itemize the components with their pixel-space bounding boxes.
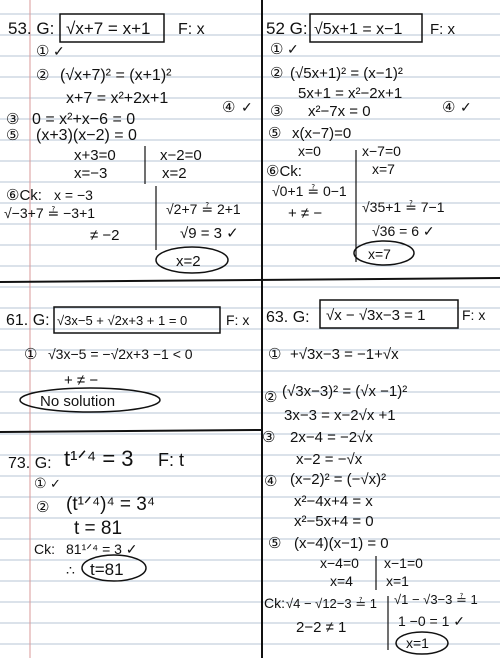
- p73-answer: t=81: [90, 560, 124, 579]
- p61-step1: √3x−5 = −√2x+3 −1 < 0: [48, 346, 193, 362]
- p63-given-equation: √x − √3x−3 = 1: [326, 307, 426, 324]
- p53-root-b-eq: x−2=0: [160, 147, 202, 164]
- p63-check-label: Ck:: [264, 595, 285, 611]
- p73-step1-check: ✓: [50, 476, 61, 491]
- p63-step2-result: 3x−3 = x−2√x +1: [284, 407, 396, 424]
- p52-check-b-result: √36 = 6 ✓: [372, 223, 435, 239]
- p63-root-a-eq: x−4=0: [320, 555, 359, 571]
- p53-step2-number: ②: [36, 67, 50, 84]
- p63-step2: (√3x−3)² = (√x −1)²: [282, 383, 408, 400]
- p53-given-equation: √x+7 = x+1: [66, 19, 151, 38]
- p52-root-a: x=0: [298, 143, 321, 159]
- p73-step2: (t¹ᐟ⁴)⁴ = 3⁴: [66, 494, 156, 515]
- p52-check-a-result: + ≠ −: [288, 205, 323, 222]
- p63-find: F: x: [462, 307, 486, 323]
- p73-therefore: ∴: [66, 562, 75, 578]
- p61-answer: No solution: [40, 393, 116, 410]
- p52-step4-number: ④: [442, 99, 456, 116]
- p53-check-b: √2+7 ≟ 2+1: [166, 201, 241, 217]
- p52-step4-check: ✓: [460, 99, 472, 115]
- p73-step2-result: t = 81: [74, 518, 123, 539]
- p53-step2: (√x+7)² = (x+1)²: [60, 67, 172, 84]
- p53-step1-number: ①: [36, 43, 50, 60]
- p53-find: F: x: [178, 21, 205, 38]
- p63-check-b: √1 − √3−3 ≟ 1: [394, 592, 478, 607]
- p73-header: 73. G:: [8, 455, 52, 472]
- problem-73: [8, 446, 184, 581]
- problem-53: [4, 14, 253, 273]
- p53-root-a-eq: x+3=0: [74, 147, 116, 164]
- problem-63: [262, 300, 485, 654]
- p52-step2-number: ②: [270, 65, 284, 82]
- p73-check-label: Ck:: [34, 541, 55, 557]
- p52-step5: x(x−7)=0: [292, 125, 352, 142]
- p53-step1-check: ✓: [53, 43, 65, 59]
- p53-step3-number: ③: [6, 111, 20, 128]
- p52-root-b: x=7: [372, 161, 395, 177]
- p53-header: 53. G:: [8, 19, 55, 38]
- p53-step4-check: ✓: [241, 99, 253, 115]
- p73-step1-number: ①: [34, 475, 47, 491]
- p73-check: 81¹ᐟ⁴ = 3 ✓: [66, 541, 138, 557]
- p63-step1: +√3x−3 = −1+√x: [290, 346, 399, 363]
- p73-given-equation: t¹ᐟ⁴ = 3: [64, 446, 134, 471]
- p63-root-b: x=1: [386, 573, 409, 589]
- p53-rejected-root: x = −3: [54, 187, 93, 203]
- p52-check-a: √0+1 ≟ 0−1: [272, 183, 347, 199]
- p61-sign-comparison: + ≠ −: [64, 372, 99, 389]
- p63-header: 63. G:: [266, 309, 310, 326]
- p63-step3-number: ③: [262, 429, 276, 446]
- p63-step4-result-b: x²−5x+4 = 0: [294, 513, 374, 530]
- problem-52: [266, 14, 472, 265]
- p63-root-a: x=4: [330, 573, 353, 589]
- p53-step4-number: ④: [222, 99, 236, 116]
- p63-check-a-result: 2−2 ≠ 1: [296, 619, 347, 636]
- p53-root-a: x=−3: [74, 165, 108, 182]
- p52-root-b-eq: x−7=0: [362, 143, 401, 159]
- p63-step5-number: ⑤: [268, 535, 282, 552]
- p52-step2-result: 5x+1 = x²−2x+1: [298, 85, 403, 102]
- p52-given-equation: √5x+1 = x−1: [314, 21, 403, 38]
- p63-root-b-eq: x−1=0: [384, 555, 423, 571]
- p52-header: 52 G:: [266, 19, 308, 38]
- p63-step3-result: x−2 = −√x: [296, 451, 363, 468]
- p53-step3: 0 = x²+x−6 = 0: [32, 111, 136, 128]
- p52-step1-number: ①: [270, 41, 284, 58]
- p52-step5-number: ⑤: [268, 125, 282, 142]
- p63-check-a: √4 − √12−3 ≟ 1: [286, 596, 377, 611]
- p53-step5-number: ⑤: [6, 127, 20, 144]
- p52-step1-check: ✓: [287, 41, 299, 57]
- p63-step3: 2x−4 = −2√x: [290, 429, 373, 446]
- p52-check-label: ⑥Ck:: [266, 163, 302, 180]
- p53-check-a-result: ≠ −2: [90, 227, 120, 244]
- p52-check-b: √35+1 ≟ 7−1: [362, 199, 445, 215]
- p52-step3-number: ③: [270, 103, 284, 120]
- p61-find: F: x: [226, 312, 250, 328]
- p73-find: F: t: [158, 450, 184, 470]
- p52-answer: x=7: [368, 246, 391, 262]
- p61-header: 61. G:: [6, 312, 50, 329]
- p53-check-label: ⑥Ck:: [6, 187, 42, 204]
- p63-step2-number: ②: [264, 389, 278, 406]
- p53-step2-result: x+7 = x²+2x+1: [66, 90, 169, 107]
- p53-check-a: √−3+7 ≟ −3+1: [4, 205, 96, 221]
- p63-step4-number: ④: [264, 473, 278, 490]
- p52-step3: x²−7x = 0: [308, 103, 371, 120]
- p61-given-equation: √3x−5 + √2x+3 + 1 = 0: [57, 313, 188, 328]
- problem-61: [6, 307, 249, 412]
- p63-check-b-result: 1 −0 = 1 ✓: [398, 613, 465, 629]
- p53-step5: (x+3)(x−2) = 0: [36, 127, 137, 144]
- p53-check-b-result: √9 = 3 ✓: [180, 225, 239, 242]
- p73-step2-number: ②: [36, 499, 50, 516]
- p63-answer: x=1: [406, 635, 429, 651]
- p61-step1-number: ①: [24, 346, 38, 363]
- p52-find: F: x: [430, 21, 455, 38]
- p63-step5: (x−4)(x−1) = 0: [294, 535, 389, 552]
- p53-answer: x=2: [176, 253, 201, 270]
- p63-step4-result-a: x²−4x+4 = x: [294, 493, 373, 510]
- p63-step4: (x−2)² = (−√x)²: [290, 471, 387, 488]
- p63-step1-number: ①: [268, 346, 282, 363]
- p53-root-b: x=2: [162, 165, 187, 182]
- p52-step2: (√5x+1)² = (x−1)²: [290, 65, 403, 82]
